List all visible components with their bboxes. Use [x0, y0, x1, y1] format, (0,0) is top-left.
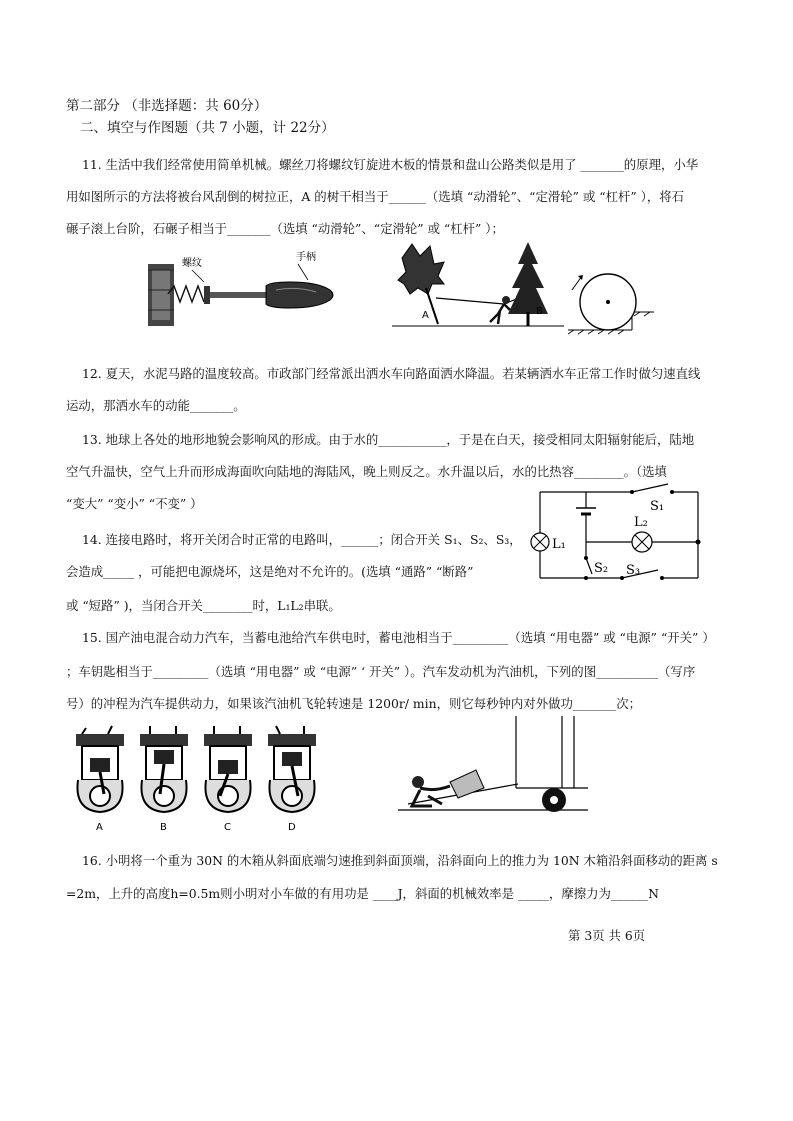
q14-line3: 或 “短路” )，当闭合开关________时，L₁L₂串联。: [66, 598, 341, 613]
engine-c: [204, 726, 252, 812]
engine-c-label: C: [224, 822, 231, 833]
switch-s1-label: S₁: [650, 499, 665, 514]
q11-line2: 用如图所示的方法将被台风刮倒的树拉正，A 的树干相当于______（选填 “动滑轮”、“定滑轮” 或 “杠杆” ），将石: [66, 189, 685, 204]
engine-strokes-figure: [72, 724, 328, 836]
screw-thread-label: 螺纹: [182, 258, 202, 269]
q15-line1: 15. 国产油电混合动力汽车，当蓄电池给汽车供电时，蓄电池相当于_________（选填 “用电器” 或 “电源” “开关” ）: [82, 630, 715, 645]
tree-b-label: B: [536, 306, 543, 317]
circuit-diagram: [522, 482, 712, 590]
q12-line1: 12. 夏天，水泥马路的温度较高。市政部门经常派出洒水车向路面洒水降温。若某辆洒水车正常工作时做匀速直线: [82, 366, 701, 381]
q15-line3: 号）的冲程为汽车提供动力，如果该汽油机飞轮转速是 1200r/ min，则它每秒钟内对外做功_______次；: [66, 696, 642, 711]
q13-line2: 空气升温快，空气上升而形成海面吹向陆地的海陆风，晚上则反之。水升温以后，水的比热容________。（选填: [66, 464, 667, 479]
engine-a: [76, 726, 124, 812]
engine-d-label: D: [288, 822, 296, 833]
q11-line1: 11. 生活中我们经常使用简单机械。螺丝刀将螺纹钉旋进木板的情景和盘山公路类似是用了 _______的原理，小华: [82, 157, 699, 172]
switch-s2-label: S₂: [594, 561, 609, 576]
q14-line2: 会造成_____ ，可能把电源烧坏，这是绝对不允许的。(选填 “通路” “断路”: [66, 564, 474, 579]
lamp-l2-label: L₂: [634, 515, 648, 530]
q13-line3: “变大” “变小” “不变” ）: [66, 496, 203, 511]
part-title: 第二部分 （非选择题：共 60分）: [66, 98, 268, 114]
q16-line2: =2m，上升的高度h=0.5m则小明对小车做的有用功是 ____J，斜面的机械效率是 _____，摩擦力为______N: [66, 886, 659, 901]
tree-pulling-figure: [392, 238, 564, 334]
screwdriver-figure: [148, 250, 338, 330]
section-heading: 二、填空与作图题（共 7 小题，计 22分）: [80, 120, 335, 136]
engine-b-label: B: [160, 822, 167, 833]
q15-line2: ；车钥匙相当于_________（选填 “用电器” 或 “电源” ‘ 开关” ）。汽车发动机为汽油机，下列的图__________（写序: [66, 664, 696, 679]
engine-d: [268, 726, 316, 812]
q16-line1: 16. 小明将一个重为 30N 的木箱从斜面底端匀速推到斜面顶端，沿斜面向上的推力为 10N 木箱沿斜面移动的距离 s: [82, 853, 718, 868]
q12-line2: 运动，那洒水车的动能_______。: [66, 398, 246, 413]
engine-a-label: A: [96, 822, 103, 833]
engine-b: [140, 726, 188, 812]
tree-a-label: A: [422, 310, 429, 321]
roller-step-figure: [568, 262, 654, 336]
q11-line3: 碾子滚上台阶，石碾子相当于_______（选填 “动滑轮”、“定滑轮” 或 “杠杆” ）；: [66, 221, 504, 236]
handle-label: 手柄: [296, 252, 316, 263]
q13-line1: 13. 地球上各处的地形地貌会影响风的形成。由于水的___________，于是在白天，接受相同太阳辐射能后，陆地: [82, 432, 695, 447]
switch-s3-label: S₃: [626, 563, 641, 578]
lamp-l1-label: L₁: [552, 537, 566, 552]
q14-line1: 14. 连接电路时，将开关闭合时正常的电路叫，______；闭合开关 S₁、S₂、S₃，: [82, 532, 522, 547]
page-number: 第 3页 共 6页: [568, 928, 646, 943]
ramp-truck-figure: [398, 716, 588, 816]
